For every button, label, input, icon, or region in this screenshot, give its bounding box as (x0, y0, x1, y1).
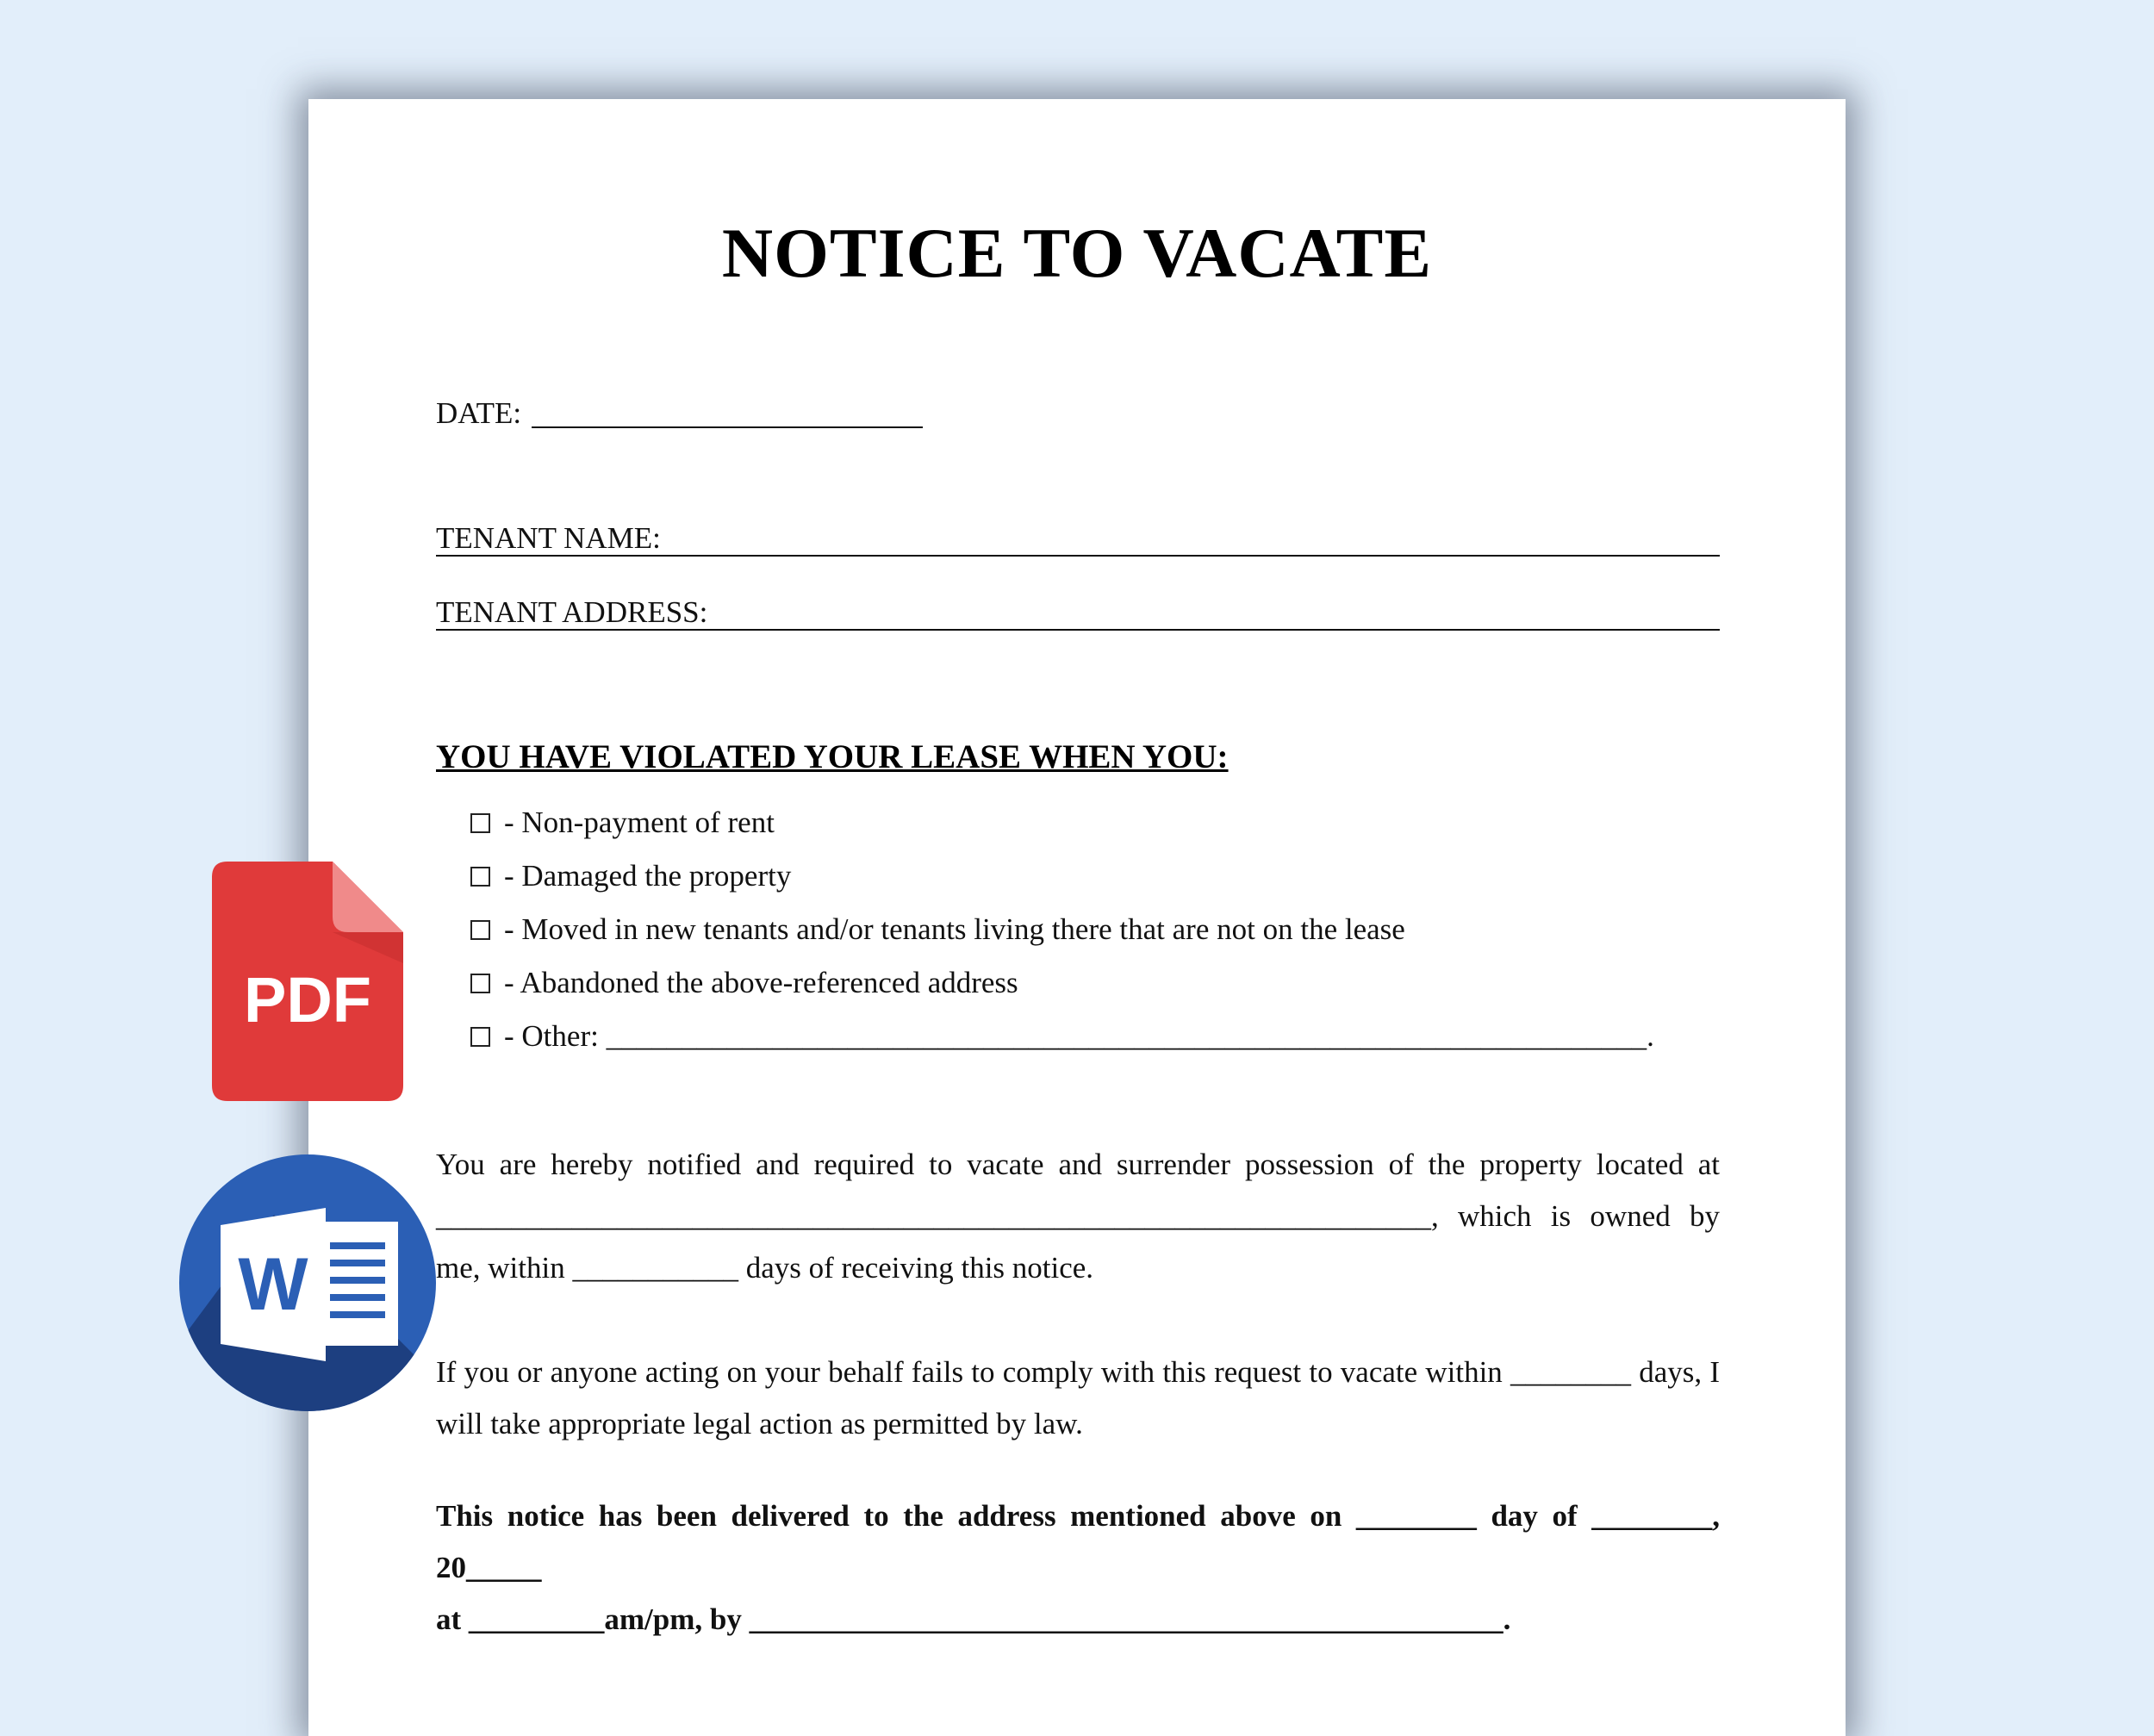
checkbox[interactable] (470, 867, 490, 887)
list-item (470, 912, 1405, 947)
paragraph-line: You are hereby notified and required to vacate and surrender possession of the property located at (436, 1148, 1720, 1181)
list-item (470, 859, 791, 893)
word-icon (179, 1154, 436, 1411)
paragraph-line: This notice has been delivered to the address mentioned above on ________ day of ________, 20_____ (436, 1499, 1720, 1584)
violation-label: - Non-payment of rent (504, 806, 775, 839)
checkbox[interactable] (470, 974, 490, 993)
word-letter: W (238, 1243, 308, 1326)
list-item (470, 1019, 1654, 1054)
violation-heading: YOU HAVE VIOLATED YOUR LEASE WHEN YOU: (436, 738, 1229, 775)
date-label: DATE: (436, 396, 522, 430)
checkbox[interactable] (470, 1027, 490, 1047)
tenant-name-field-line[interactable] (436, 555, 1720, 557)
checkbox[interactable] (470, 813, 490, 833)
delivery-paragraph (436, 1490, 1720, 1646)
tenant-name-label: TENANT NAME: (436, 521, 661, 555)
checkbox[interactable] (470, 920, 490, 940)
violation-label: - Other: _____________________________________________________________________. (504, 1019, 1654, 1053)
legal-action-paragraph (436, 1347, 1720, 1450)
date-field-line[interactable] (532, 426, 923, 428)
document-title: NOTICE TO VACATE (721, 214, 1433, 292)
pdf-icon (212, 862, 403, 1101)
list-item (470, 966, 1018, 1000)
paragraph-line: me, within ___________ days of receiving this notice. (436, 1251, 1094, 1285)
pdf-label: PDF (244, 964, 371, 1036)
tenant-address-label: TENANT ADDRESS: (436, 595, 708, 629)
paragraph-line: If you or anyone acting on your behalf fails to comply with this request to vacate within ________ days, I (436, 1355, 1720, 1389)
vacate-paragraph (436, 1139, 1720, 1294)
violation-label: - Moved in new tenants and/or tenants living there that are not on the lease (504, 912, 1405, 946)
paragraph-line: __________________________________________________________________, which is owned by (436, 1199, 1720, 1233)
tenant-address-field-line[interactable] (436, 629, 1720, 631)
list-item (470, 806, 775, 840)
violation-label: - Damaged the property (504, 859, 792, 893)
paragraph-line: will take appropriate legal action as permitted by law. (436, 1407, 1083, 1440)
paragraph-line: at _________am/pm, by __________________________________________________. (436, 1602, 1511, 1636)
violation-label: - Abandoned the above-referenced address (504, 966, 1018, 999)
